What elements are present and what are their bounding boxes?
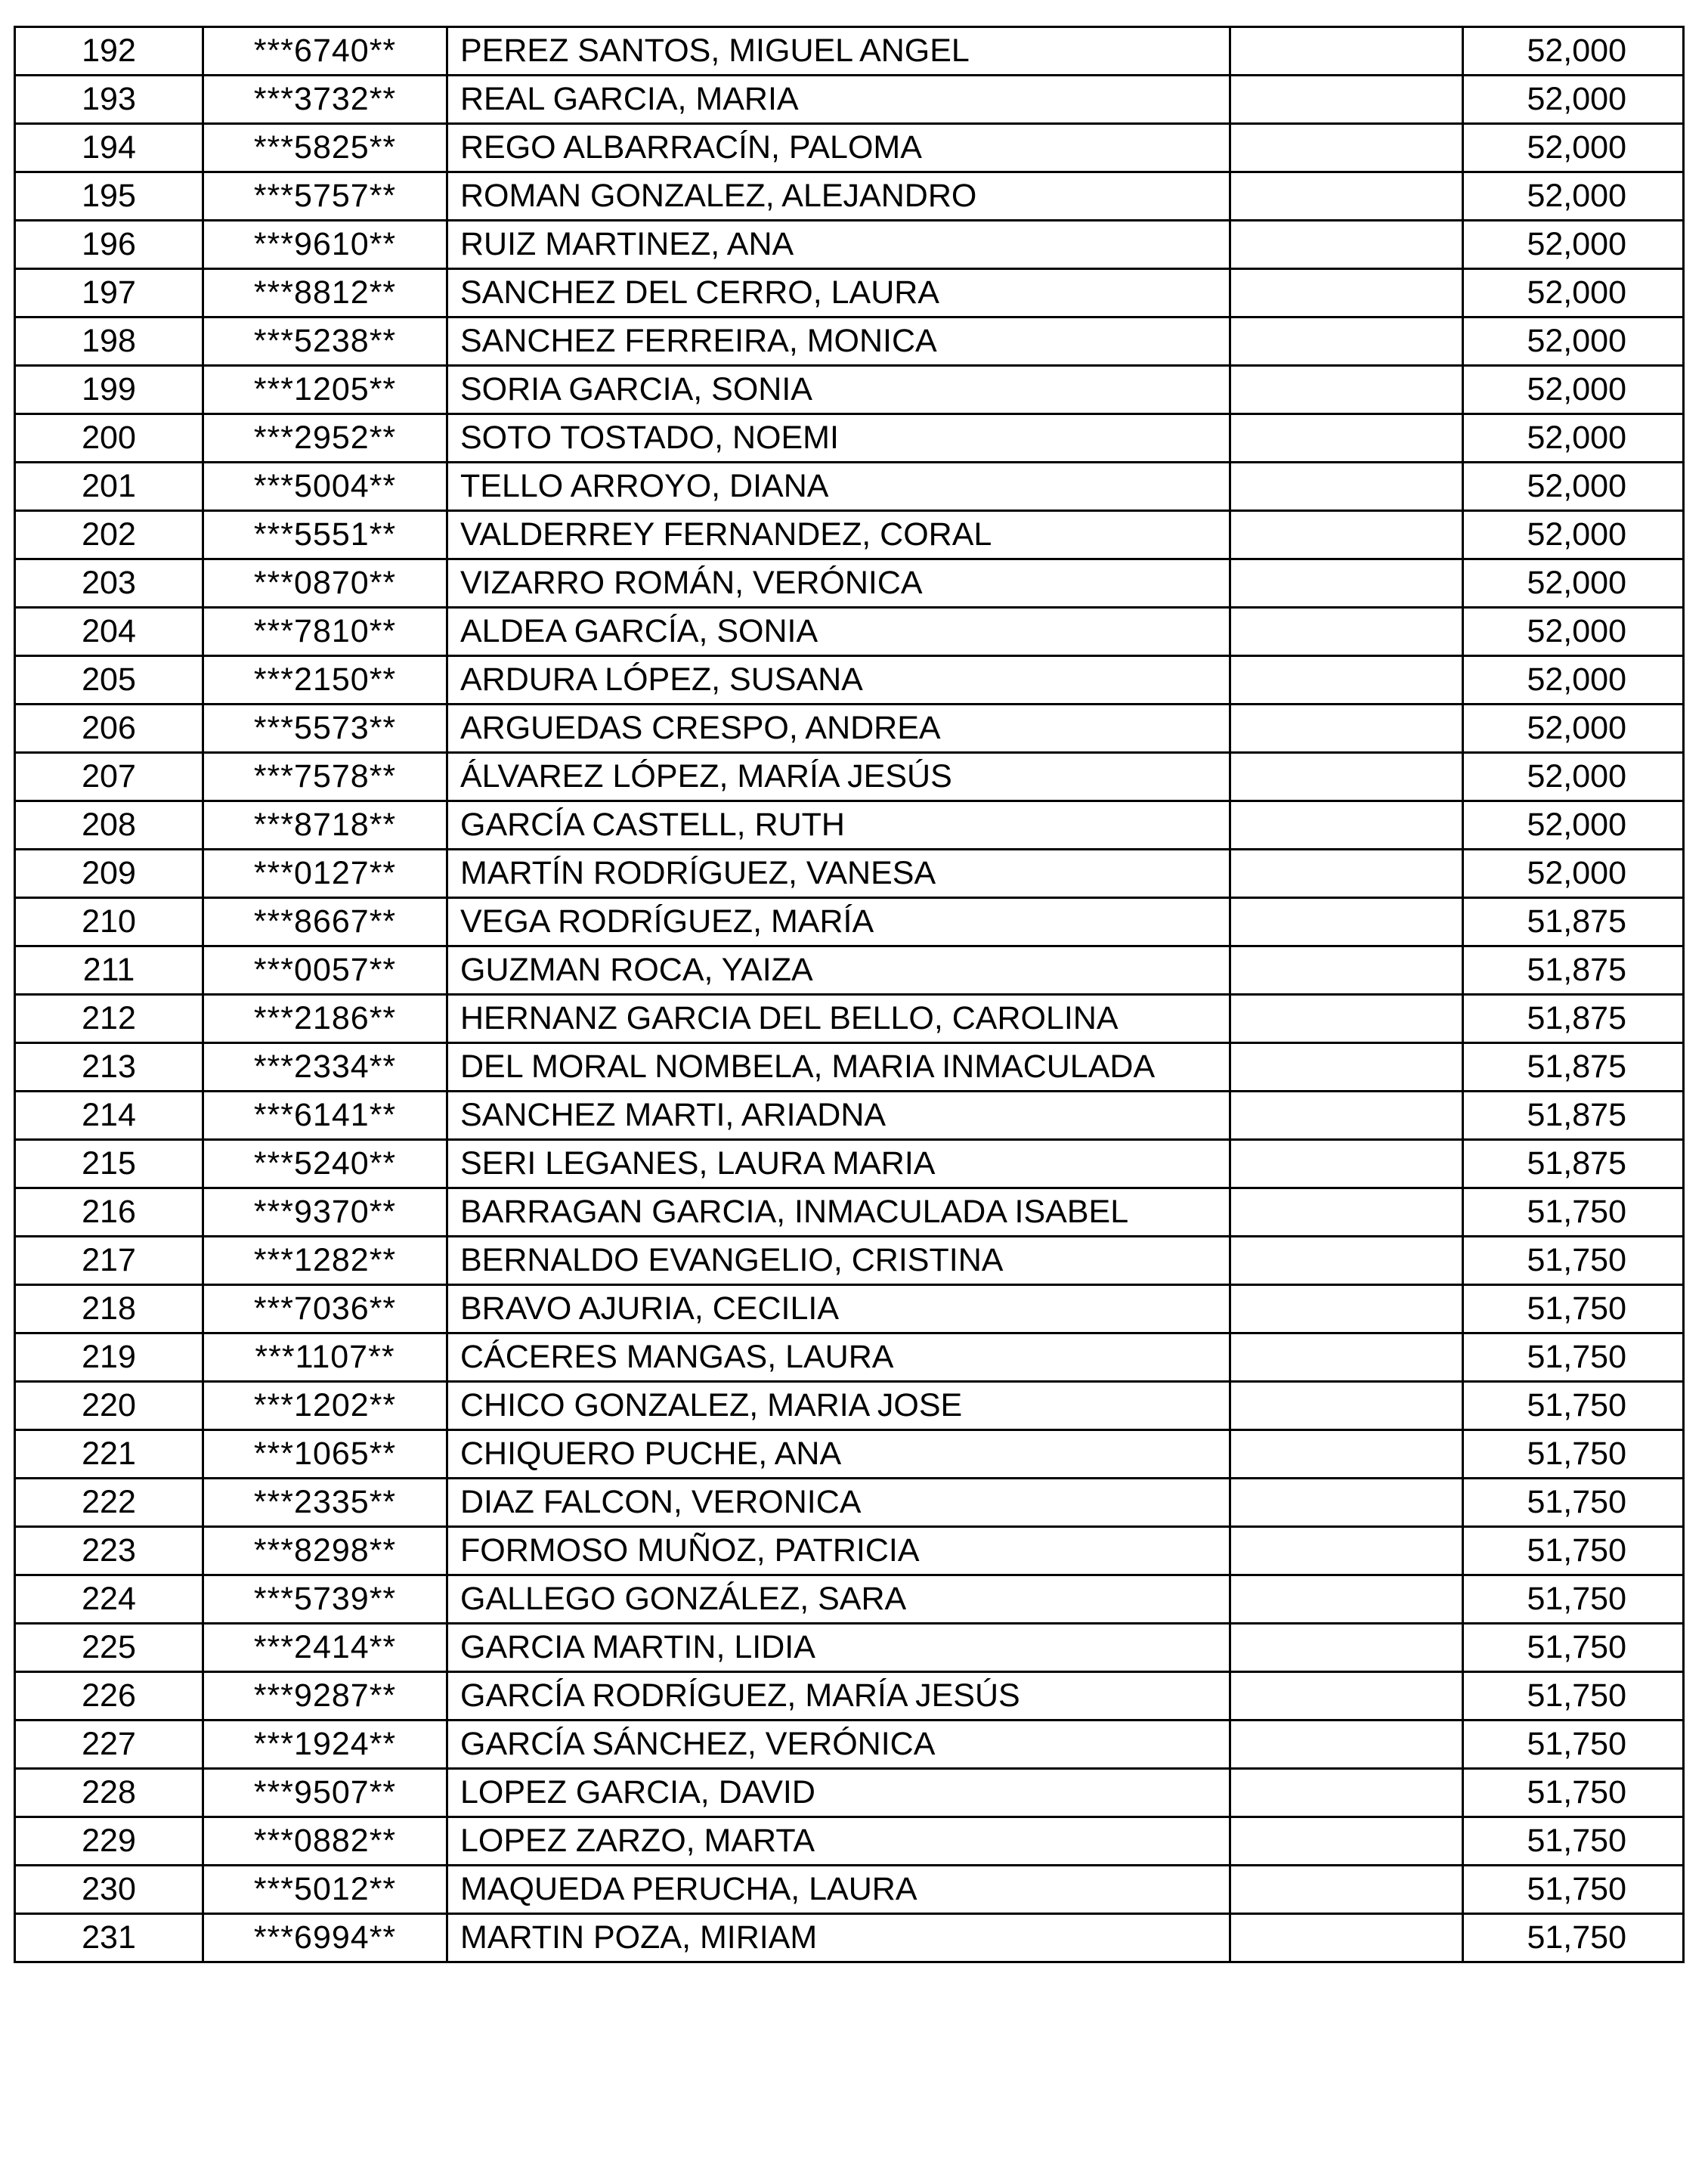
score: 51,750 bbox=[1463, 1769, 1684, 1817]
empty-cell bbox=[1230, 1817, 1463, 1866]
table-row bbox=[15, 1769, 1684, 1817]
masked-id: ***5573** bbox=[203, 705, 447, 753]
candidate-name: GALLEGO GONZÁLEZ, SARA bbox=[447, 1575, 1230, 1624]
candidate-name: BERNALDO EVANGELIO, CRISTINA bbox=[447, 1237, 1230, 1285]
table-row bbox=[15, 1333, 1684, 1382]
masked-id: ***1924** bbox=[203, 1721, 447, 1769]
masked-id: ***8812** bbox=[203, 269, 447, 317]
candidate-name: SERI LEGANES, LAURA MARIA bbox=[447, 1140, 1230, 1188]
candidate-name: VALDERREY FERNANDEZ, CORAL bbox=[447, 511, 1230, 559]
score: 51,750 bbox=[1463, 1624, 1684, 1672]
masked-id: ***5012** bbox=[203, 1866, 447, 1914]
row-number: 201 bbox=[15, 463, 203, 511]
row-number: 226 bbox=[15, 1672, 203, 1721]
empty-cell bbox=[1230, 269, 1463, 317]
table-row bbox=[15, 1382, 1684, 1430]
masked-id: ***1282** bbox=[203, 1237, 447, 1285]
candidate-name: SANCHEZ FERREIRA, MONICA bbox=[447, 317, 1230, 366]
row-number: 210 bbox=[15, 898, 203, 946]
row-number: 205 bbox=[15, 656, 203, 705]
score: 51,875 bbox=[1463, 1043, 1684, 1092]
masked-id: ***8667** bbox=[203, 898, 447, 946]
score: 51,750 bbox=[1463, 1575, 1684, 1624]
masked-id: ***0127** bbox=[203, 850, 447, 898]
score: 52,000 bbox=[1463, 414, 1684, 463]
table-row bbox=[15, 366, 1684, 414]
candidate-name: DIAZ FALCON, VERONICA bbox=[447, 1479, 1230, 1527]
table-row bbox=[15, 1043, 1684, 1092]
table-row bbox=[15, 463, 1684, 511]
masked-id: ***7810** bbox=[203, 608, 447, 656]
table-row bbox=[15, 1188, 1684, 1237]
candidate-name: ROMAN GONZALEZ, ALEJANDRO bbox=[447, 172, 1230, 221]
empty-cell bbox=[1230, 850, 1463, 898]
candidate-name: RUIZ MARTINEZ, ANA bbox=[447, 221, 1230, 269]
candidate-name: ARGUEDAS CRESPO, ANDREA bbox=[447, 705, 1230, 753]
empty-cell bbox=[1230, 1092, 1463, 1140]
table-row bbox=[15, 511, 1684, 559]
row-number: 227 bbox=[15, 1721, 203, 1769]
empty-cell bbox=[1230, 1672, 1463, 1721]
masked-id: ***9370** bbox=[203, 1188, 447, 1237]
candidate-name: GARCÍA SÁNCHEZ, VERÓNICA bbox=[447, 1721, 1230, 1769]
masked-id: ***1202** bbox=[203, 1382, 447, 1430]
score: 51,750 bbox=[1463, 1237, 1684, 1285]
score: 52,000 bbox=[1463, 656, 1684, 705]
score: 51,875 bbox=[1463, 1140, 1684, 1188]
masked-id: ***7578** bbox=[203, 753, 447, 801]
table-row bbox=[15, 124, 1684, 172]
empty-cell bbox=[1230, 366, 1463, 414]
row-number: 230 bbox=[15, 1866, 203, 1914]
masked-id: ***2335** bbox=[203, 1479, 447, 1527]
candidate-name: MAQUEDA PERUCHA, LAURA bbox=[447, 1866, 1230, 1914]
empty-cell bbox=[1230, 1285, 1463, 1333]
score: 52,000 bbox=[1463, 753, 1684, 801]
masked-id: ***5240** bbox=[203, 1140, 447, 1188]
row-number: 223 bbox=[15, 1527, 203, 1575]
table-row bbox=[15, 1092, 1684, 1140]
score: 52,000 bbox=[1463, 366, 1684, 414]
empty-cell bbox=[1230, 898, 1463, 946]
candidate-name: MARTIN POZA, MIRIAM bbox=[447, 1914, 1230, 1962]
masked-id: ***9287** bbox=[203, 1672, 447, 1721]
candidate-name: VEGA RODRÍGUEZ, MARÍA bbox=[447, 898, 1230, 946]
candidate-name: VIZARRO ROMÁN, VERÓNICA bbox=[447, 559, 1230, 608]
table-row bbox=[15, 172, 1684, 221]
candidate-name: ÁLVAREZ LÓPEZ, MARÍA JESÚS bbox=[447, 753, 1230, 801]
empty-cell bbox=[1230, 995, 1463, 1043]
score: 51,750 bbox=[1463, 1817, 1684, 1866]
empty-cell bbox=[1230, 559, 1463, 608]
empty-cell bbox=[1230, 1575, 1463, 1624]
row-number: 194 bbox=[15, 124, 203, 172]
score: 52,000 bbox=[1463, 608, 1684, 656]
table-row bbox=[15, 317, 1684, 366]
score: 51,750 bbox=[1463, 1333, 1684, 1382]
row-number: 199 bbox=[15, 366, 203, 414]
score: 52,000 bbox=[1463, 850, 1684, 898]
row-number: 212 bbox=[15, 995, 203, 1043]
table-row bbox=[15, 946, 1684, 995]
row-number: 197 bbox=[15, 269, 203, 317]
score: 51,875 bbox=[1463, 946, 1684, 995]
masked-id: ***5757** bbox=[203, 172, 447, 221]
masked-id: ***8718** bbox=[203, 801, 447, 850]
row-number: 218 bbox=[15, 1285, 203, 1333]
ranking-table bbox=[14, 26, 1685, 1963]
table-row bbox=[15, 1479, 1684, 1527]
score: 52,000 bbox=[1463, 801, 1684, 850]
candidate-name: BRAVO AJURIA, CECILIA bbox=[447, 1285, 1230, 1333]
table-row bbox=[15, 1527, 1684, 1575]
row-number: 196 bbox=[15, 221, 203, 269]
empty-cell bbox=[1230, 1479, 1463, 1527]
row-number: 231 bbox=[15, 1914, 203, 1962]
masked-id: ***9507** bbox=[203, 1769, 447, 1817]
empty-cell bbox=[1230, 1237, 1463, 1285]
empty-cell bbox=[1230, 1188, 1463, 1237]
masked-id: ***9610** bbox=[203, 221, 447, 269]
row-number: 209 bbox=[15, 850, 203, 898]
table-row bbox=[15, 1430, 1684, 1479]
table-row bbox=[15, 850, 1684, 898]
table-row bbox=[15, 1672, 1684, 1721]
row-number: 200 bbox=[15, 414, 203, 463]
score: 51,750 bbox=[1463, 1866, 1684, 1914]
row-number: 214 bbox=[15, 1092, 203, 1140]
score: 51,750 bbox=[1463, 1479, 1684, 1527]
row-number: 221 bbox=[15, 1430, 203, 1479]
row-number: 216 bbox=[15, 1188, 203, 1237]
empty-cell bbox=[1230, 124, 1463, 172]
row-number: 215 bbox=[15, 1140, 203, 1188]
candidate-name: SANCHEZ MARTI, ARIADNA bbox=[447, 1092, 1230, 1140]
candidate-name: MARTÍN RODRÍGUEZ, VANESA bbox=[447, 850, 1230, 898]
score: 52,000 bbox=[1463, 559, 1684, 608]
masked-id: ***5551** bbox=[203, 511, 447, 559]
empty-cell bbox=[1230, 511, 1463, 559]
score: 52,000 bbox=[1463, 463, 1684, 511]
empty-cell bbox=[1230, 753, 1463, 801]
row-number: 228 bbox=[15, 1769, 203, 1817]
masked-id: ***8298** bbox=[203, 1527, 447, 1575]
row-number: 229 bbox=[15, 1817, 203, 1866]
score: 51,750 bbox=[1463, 1672, 1684, 1721]
masked-id: ***7036** bbox=[203, 1285, 447, 1333]
candidate-name: GARCÍA CASTELL, RUTH bbox=[447, 801, 1230, 850]
table-row bbox=[15, 753, 1684, 801]
candidate-name: PEREZ SANTOS, MIGUEL ANGEL bbox=[447, 27, 1230, 76]
candidate-name: SORIA GARCIA, SONIA bbox=[447, 366, 1230, 414]
empty-cell bbox=[1230, 1914, 1463, 1962]
score: 51,750 bbox=[1463, 1285, 1684, 1333]
table-row bbox=[15, 76, 1684, 124]
empty-cell bbox=[1230, 1140, 1463, 1188]
score: 52,000 bbox=[1463, 221, 1684, 269]
row-number: 217 bbox=[15, 1237, 203, 1285]
row-number: 208 bbox=[15, 801, 203, 850]
candidate-name: SANCHEZ DEL CERRO, LAURA bbox=[447, 269, 1230, 317]
candidate-name: ALDEA GARCÍA, SONIA bbox=[447, 608, 1230, 656]
score: 52,000 bbox=[1463, 27, 1684, 76]
row-number: 211 bbox=[15, 946, 203, 995]
empty-cell bbox=[1230, 608, 1463, 656]
empty-cell bbox=[1230, 1624, 1463, 1672]
candidate-name: REAL GARCIA, MARIA bbox=[447, 76, 1230, 124]
table-row bbox=[15, 269, 1684, 317]
empty-cell bbox=[1230, 1866, 1463, 1914]
candidate-name: FORMOSO MUÑOZ, PATRICIA bbox=[447, 1527, 1230, 1575]
candidate-name: GARCIA MARTIN, LIDIA bbox=[447, 1624, 1230, 1672]
empty-cell bbox=[1230, 1333, 1463, 1382]
empty-cell bbox=[1230, 317, 1463, 366]
empty-cell bbox=[1230, 1527, 1463, 1575]
empty-cell bbox=[1230, 801, 1463, 850]
score: 51,750 bbox=[1463, 1382, 1684, 1430]
masked-id: ***2150** bbox=[203, 656, 447, 705]
table-body bbox=[15, 27, 1684, 1962]
empty-cell bbox=[1230, 172, 1463, 221]
candidate-name: REGO ALBARRACÍN, PALOMA bbox=[447, 124, 1230, 172]
masked-id: ***0870** bbox=[203, 559, 447, 608]
masked-id: ***2952** bbox=[203, 414, 447, 463]
table-row bbox=[15, 1575, 1684, 1624]
score: 52,000 bbox=[1463, 124, 1684, 172]
row-number: 222 bbox=[15, 1479, 203, 1527]
empty-cell bbox=[1230, 1721, 1463, 1769]
masked-id: ***2334** bbox=[203, 1043, 447, 1092]
candidate-name: DEL MORAL NOMBELA, MARIA INMACULADA bbox=[447, 1043, 1230, 1092]
candidate-name: LOPEZ GARCIA, DAVID bbox=[447, 1769, 1230, 1817]
table-row bbox=[15, 1140, 1684, 1188]
masked-id: ***1205** bbox=[203, 366, 447, 414]
score: 52,000 bbox=[1463, 76, 1684, 124]
score: 51,750 bbox=[1463, 1188, 1684, 1237]
score: 51,750 bbox=[1463, 1430, 1684, 1479]
candidate-name: LOPEZ ZARZO, MARTA bbox=[447, 1817, 1230, 1866]
table-row bbox=[15, 995, 1684, 1043]
row-number: 204 bbox=[15, 608, 203, 656]
empty-cell bbox=[1230, 1430, 1463, 1479]
score: 51,875 bbox=[1463, 1092, 1684, 1140]
table-row bbox=[15, 1285, 1684, 1333]
masked-id: ***2186** bbox=[203, 995, 447, 1043]
score: 52,000 bbox=[1463, 172, 1684, 221]
masked-id: ***5825** bbox=[203, 124, 447, 172]
table-row bbox=[15, 1866, 1684, 1914]
masked-id: ***6740** bbox=[203, 27, 447, 76]
score: 51,875 bbox=[1463, 898, 1684, 946]
table-row bbox=[15, 27, 1684, 76]
masked-id: ***1107** bbox=[203, 1333, 447, 1382]
candidate-name: CHICO GONZALEZ, MARIA JOSE bbox=[447, 1382, 1230, 1430]
score: 51,875 bbox=[1463, 995, 1684, 1043]
table-row bbox=[15, 1237, 1684, 1285]
row-number: 198 bbox=[15, 317, 203, 366]
row-number: 207 bbox=[15, 753, 203, 801]
row-number: 206 bbox=[15, 705, 203, 753]
empty-cell bbox=[1230, 946, 1463, 995]
table-row bbox=[15, 1624, 1684, 1672]
table-row bbox=[15, 898, 1684, 946]
empty-cell bbox=[1230, 1382, 1463, 1430]
score: 52,000 bbox=[1463, 705, 1684, 753]
score: 52,000 bbox=[1463, 511, 1684, 559]
table-row bbox=[15, 705, 1684, 753]
candidate-name: CÁCERES MANGAS, LAURA bbox=[447, 1333, 1230, 1382]
masked-id: ***5739** bbox=[203, 1575, 447, 1624]
table-row bbox=[15, 801, 1684, 850]
score: 52,000 bbox=[1463, 317, 1684, 366]
masked-id: ***2414** bbox=[203, 1624, 447, 1672]
masked-id: ***6141** bbox=[203, 1092, 447, 1140]
row-number: 202 bbox=[15, 511, 203, 559]
row-number: 225 bbox=[15, 1624, 203, 1672]
row-number: 203 bbox=[15, 559, 203, 608]
candidate-name: GUZMAN ROCA, YAIZA bbox=[447, 946, 1230, 995]
score: 51,750 bbox=[1463, 1721, 1684, 1769]
candidate-name: BARRAGAN GARCIA, INMACULADA ISABEL bbox=[447, 1188, 1230, 1237]
masked-id: ***1065** bbox=[203, 1430, 447, 1479]
masked-id: ***3732** bbox=[203, 76, 447, 124]
candidate-name: GARCÍA RODRÍGUEZ, MARÍA JESÚS bbox=[447, 1672, 1230, 1721]
empty-cell bbox=[1230, 656, 1463, 705]
empty-cell bbox=[1230, 76, 1463, 124]
row-number: 192 bbox=[15, 27, 203, 76]
row-number: 213 bbox=[15, 1043, 203, 1092]
masked-id: ***0882** bbox=[203, 1817, 447, 1866]
row-number: 219 bbox=[15, 1333, 203, 1382]
row-number: 193 bbox=[15, 76, 203, 124]
table-row bbox=[15, 221, 1684, 269]
empty-cell bbox=[1230, 414, 1463, 463]
row-number: 224 bbox=[15, 1575, 203, 1624]
table-row bbox=[15, 608, 1684, 656]
table-row bbox=[15, 656, 1684, 705]
table-row bbox=[15, 1817, 1684, 1866]
score: 51,750 bbox=[1463, 1527, 1684, 1575]
candidate-name: TELLO ARROYO, DIANA bbox=[447, 463, 1230, 511]
empty-cell bbox=[1230, 1043, 1463, 1092]
score: 52,000 bbox=[1463, 269, 1684, 317]
table-row bbox=[15, 1721, 1684, 1769]
masked-id: ***5004** bbox=[203, 463, 447, 511]
table-row bbox=[15, 559, 1684, 608]
masked-id: ***0057** bbox=[203, 946, 447, 995]
candidate-name: CHIQUERO PUCHE, ANA bbox=[447, 1430, 1230, 1479]
candidate-name: SOTO TOSTADO, NOEMI bbox=[447, 414, 1230, 463]
table-row bbox=[15, 1914, 1684, 1962]
row-number: 195 bbox=[15, 172, 203, 221]
candidate-name: HERNANZ GARCIA DEL BELLO, CAROLINA bbox=[447, 995, 1230, 1043]
empty-cell bbox=[1230, 221, 1463, 269]
empty-cell bbox=[1230, 1769, 1463, 1817]
row-number: 220 bbox=[15, 1382, 203, 1430]
empty-cell bbox=[1230, 27, 1463, 76]
empty-cell bbox=[1230, 463, 1463, 511]
table-row bbox=[15, 414, 1684, 463]
candidate-name: ARDURA LÓPEZ, SUSANA bbox=[447, 656, 1230, 705]
score: 51,750 bbox=[1463, 1914, 1684, 1962]
masked-id: ***5238** bbox=[203, 317, 447, 366]
masked-id: ***6994** bbox=[203, 1914, 447, 1962]
empty-cell bbox=[1230, 705, 1463, 753]
